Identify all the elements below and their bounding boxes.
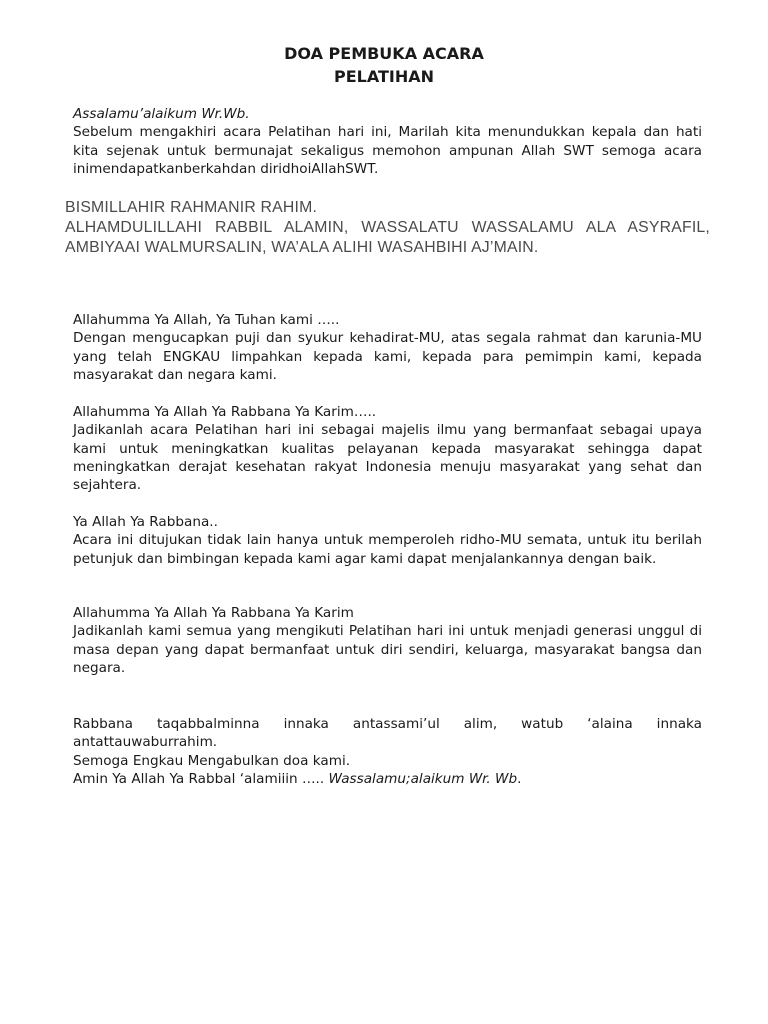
prayer-body: Dengan mengucapkan puji dan syukur kehadirat-MU, atas segala rahmat dan karunia-MU yang telah ENGKAU limpahkan kepada kami, kepada para pemimpin kami, kepada masyarakat dan negara kami.: [73, 330, 702, 383]
document-title: [0, 42, 768, 88]
closing-paragraph: [73, 715, 702, 788]
closing-salam: Wassalamu;alaikum Wr. Wb: [328, 770, 518, 787]
closing-line-2: Semoga Engkau Mengabulkan doa kami.: [73, 752, 351, 769]
prayer-body: Jadikanlah kami semua yang mengikuti Pelatihan hari ini untuk menjadi generasi unggul di masa depan yang dapat bermanfaat untuk diri sendiri, keluarga, masyarakat bangsa dan negara.: [73, 623, 702, 676]
opening-paragraph: [73, 105, 702, 178]
closing-period: .: [517, 770, 522, 787]
prayer-heading: Allahumma Ya Allah, Ya Tuhan kami …..: [73, 312, 340, 328]
prayer-body: Jadikanlah acara Pelatihan hari ini sebagai majelis ilmu yang bermanfaat sebagai upaya kami untuk meningkatkan kualitas pelayanan kepada masyarakat sehingga dapat meningkatkan derajat kesehatan rakyat Indonesia menuju masyarakat yang sehat dan sejahtera.: [73, 422, 702, 494]
title-line-2: PELATIHAN: [333, 67, 435, 86]
closing-line-3: [73, 770, 702, 788]
prayer-paragraph-1: [73, 311, 702, 384]
title-line-1: DOA PEMBUKA ACARA: [284, 44, 484, 63]
prayer-paragraph-3: [73, 513, 702, 568]
prayer-heading: Allahumma Ya Allah Ya Rabbana Ya Karim…..: [73, 404, 377, 420]
intro-text: Sebelum mengakhiri acara Pelatihan hari ini, Marilah kita menundukkan kepala dan hati kita sejenak untuk bermunajat sekaligus memohon ampunan Allah SWT semoga acara inimendapatkanberkahdan diridhoiAllahSWT.: [73, 124, 702, 177]
bismillah-line: BISMILLAHIR RAHMANIR RAHIM.: [65, 199, 318, 216]
arabic-opening: [65, 198, 710, 258]
prayer-paragraph-2: [73, 403, 702, 494]
closing-line-1: Rabbana taqabbalminna innaka antassami’ul alim, watub ‘alaina innaka antattauwaburrahim.: [73, 716, 702, 751]
prayer-heading: Ya Allah Ya Rabbana..: [73, 514, 218, 530]
prayer-heading: Allahumma Ya Allah Ya Rabbana Ya Karim: [73, 605, 354, 621]
greeting: Assalamu’alaikum Wr.Wb.: [73, 106, 250, 122]
hamdalah-line: ALHAMDULILLAHI RABBIL ALAMIN, WASSALATU WASSALAMU ALA ASYRAFIL, AMBIYAAI WALMURSALIN, WA’ALA ALIHI WASAHBIHI AJ’MAIN.: [65, 219, 710, 256]
prayer-body: Acara ini ditujukan tidak lain hanya untuk memperoleh ridho-MU semata, untuk itu berilah petunjuk dan bimbingan kepada kami agar kami dapat menjalankannya dengan baik.: [73, 532, 702, 567]
prayer-paragraph-4: [73, 604, 702, 677]
closing-amin: Amin Ya Allah Ya Rabbal ‘alamiiin …..: [73, 770, 329, 787]
